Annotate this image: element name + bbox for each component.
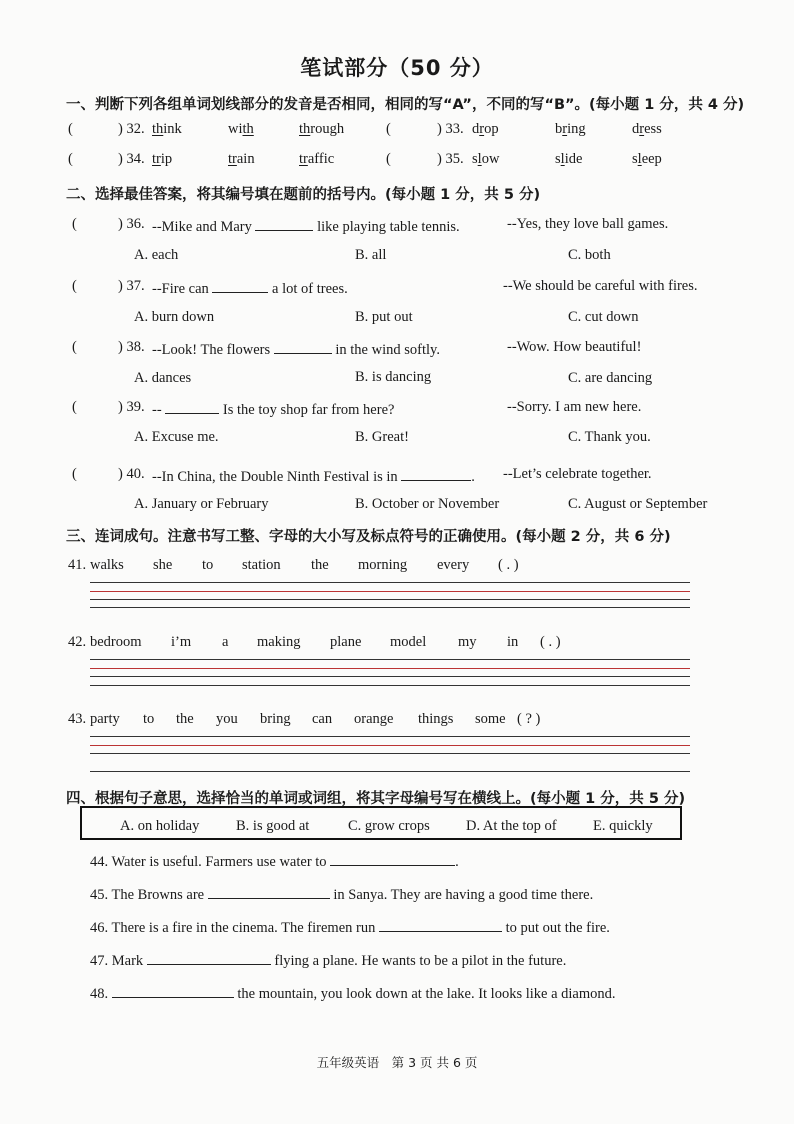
word-bring: bring — [555, 121, 586, 137]
question-38-stem: --Look! The flowers in the wind softly. — [152, 339, 440, 359]
writing-line[interactable] — [90, 753, 690, 754]
question-number-43: 43. — [68, 711, 87, 727]
option-39-b: B. Great! — [355, 429, 409, 445]
scramble-word: bedroom — [90, 634, 142, 650]
word-sleep: sleep — [632, 151, 662, 167]
question-number-42: 42. — [68, 634, 87, 650]
section-1-heading: 一、判断下列各组单词划线部分的发音是否相同，相同的写“A”，不同的写“B”。(每小题 1 分，共 4 分) — [66, 97, 745, 113]
writing-line[interactable] — [90, 607, 690, 608]
answer-bracket-35[interactable]: ( — [386, 151, 391, 167]
scramble-word: ( . ) — [498, 557, 519, 573]
option-38-b: B. is dancing — [355, 369, 432, 385]
scramble-word: walks — [90, 557, 124, 573]
scramble-word: ( . ) — [540, 634, 561, 650]
question-44: 44. Water is useful. Farmers use water to . — [90, 851, 459, 871]
word-train: train — [228, 151, 255, 167]
answer-bracket-36[interactable]: ( — [72, 216, 77, 232]
page-footer: 五年级英语 第 3 页 共 6 页 — [316, 1055, 478, 1070]
question-number-33: ) 33. — [437, 121, 464, 137]
scramble-word: the — [311, 557, 329, 573]
answer-bracket-33[interactable]: ( — [386, 121, 391, 137]
writing-line[interactable] — [90, 745, 690, 746]
question-36-stem: --Mike and Mary like playing table tennis. — [152, 216, 460, 236]
question-40-reply: --Let’s celebrate together. — [503, 466, 652, 482]
question-number-32: ) 32. — [118, 121, 145, 137]
scramble-word: party — [90, 711, 120, 727]
scramble-word: the — [176, 711, 194, 727]
scramble-word: you — [216, 711, 238, 727]
writing-line[interactable] — [90, 676, 690, 677]
scramble-word: every — [437, 557, 470, 573]
answer-blank-45[interactable] — [208, 884, 330, 899]
option-36-c: C. both — [568, 247, 611, 263]
option-39-c: C. Thank you. — [568, 429, 651, 445]
scramble-word: in — [507, 634, 519, 650]
question-39-stem: -- Is the toy shop far from here? — [152, 399, 394, 419]
writing-line[interactable] — [90, 591, 690, 592]
answer-bracket-32[interactable]: ( — [68, 121, 73, 137]
answer-bracket-34[interactable]: ( — [68, 151, 73, 167]
word-trip: trip — [152, 151, 173, 167]
answer-blank-37[interactable] — [212, 278, 268, 293]
word-drop: drop — [472, 121, 499, 137]
question-38-reply: --Wow. How beautiful! — [507, 339, 642, 355]
question-number-37: ) 37. — [118, 278, 145, 294]
word-think: think — [152, 121, 182, 137]
scramble-word: bring — [260, 711, 291, 727]
question-37-reply: --We should be careful with fires. — [503, 278, 698, 294]
answer-bracket-38[interactable]: ( — [72, 339, 77, 355]
word-slide: slide — [555, 151, 583, 167]
page-title: 笔试部分（50 分） — [300, 56, 494, 80]
word-bank-option-d: D. At the top of — [466, 818, 557, 834]
word-traffic: traffic — [299, 151, 335, 167]
scramble-word: things — [418, 711, 454, 727]
answer-bracket-39[interactable]: ( — [72, 399, 77, 415]
question-45: 45. The Browns are in Sanya. They are having a good time there. — [90, 884, 593, 904]
question-48: 48. the mountain, you look down at the lake. It looks like a diamond. — [90, 983, 616, 1003]
question-number-40: ) 40. — [118, 466, 145, 482]
answer-bracket-37[interactable]: ( — [72, 278, 77, 294]
writing-line[interactable] — [90, 668, 690, 669]
option-40-a: A. January or February — [134, 496, 269, 512]
writing-line[interactable] — [90, 736, 690, 737]
option-37-c: C. cut down — [568, 309, 639, 325]
word-bank-option-e: E. quickly — [593, 818, 653, 834]
option-40-b: B. October or November — [355, 496, 500, 512]
option-36-b: B. all — [355, 247, 387, 263]
word-dress: dress — [632, 121, 662, 137]
option-37-b: B. put out — [355, 309, 413, 325]
scramble-word: i’m — [171, 634, 192, 650]
scramble-word: she — [153, 557, 173, 573]
word-through: through — [299, 121, 345, 137]
question-number-36: ) 36. — [118, 216, 145, 232]
word-with: with — [228, 121, 254, 137]
writing-line[interactable] — [90, 771, 690, 772]
question-37-stem: --Fire can a lot of trees. — [152, 278, 348, 298]
question-number-41: 41. — [68, 557, 87, 573]
section-3-heading: 三、连词成句。注意书写工整、字母的大小写及标点符号的正确使用。(每小题 2 分，共 6 分) — [66, 529, 671, 545]
question-46: 46. There is a fire in the cinema. The firemen run to put out the fire. — [90, 917, 610, 937]
answer-blank-44[interactable] — [330, 851, 455, 866]
section-2-heading: 二、选择最佳答案，将其编号填在题前的括号内。(每小题 1 分，共 5 分) — [66, 187, 541, 203]
writing-line[interactable] — [90, 582, 690, 583]
question-47: 47. Mark flying a plane. He wants to be a pilot in the future. — [90, 950, 566, 970]
option-36-a: A. each — [134, 247, 179, 263]
scramble-word: my — [458, 634, 477, 650]
question-number-39: ) 39. — [118, 399, 145, 415]
scramble-word: making — [257, 634, 301, 650]
scramble-word: to — [202, 557, 214, 573]
answer-blank-48[interactable] — [112, 983, 234, 998]
answer-blank-36[interactable] — [255, 216, 313, 231]
scramble-word: orange — [354, 711, 394, 727]
option-40-c: C. August or September — [568, 496, 708, 512]
scramble-word: plane — [330, 634, 362, 650]
option-38-c: C. are dancing — [568, 370, 653, 386]
question-number-34: ) 34. — [118, 151, 145, 167]
question-36-reply: --Yes, they love ball games. — [507, 216, 669, 232]
scramble-word: can — [312, 711, 333, 727]
scramble-word: ( ? ) — [517, 711, 541, 727]
word-bank-option-a: A. on holiday — [120, 818, 200, 834]
scramble-word: to — [143, 711, 155, 727]
answer-bracket-40[interactable]: ( — [72, 466, 77, 482]
scramble-word: a — [222, 634, 229, 650]
answer-blank-40[interactable] — [401, 466, 471, 481]
answer-blank-46[interactable] — [379, 917, 502, 932]
question-40-stem: --In China, the Double Ninth Festival is in . — [152, 466, 475, 486]
writing-line[interactable] — [90, 599, 690, 600]
option-38-a: A. dances — [134, 370, 192, 386]
answer-blank-38[interactable] — [274, 339, 332, 354]
question-number-38: ) 38. — [118, 339, 145, 355]
option-37-a: A. burn down — [134, 309, 215, 325]
word-bank-option-b: B. is good at — [236, 818, 310, 834]
word-slow: slow — [472, 151, 500, 167]
option-39-a: A. Excuse me. — [134, 429, 219, 445]
scramble-word: station — [242, 557, 281, 573]
answer-blank-47[interactable] — [147, 950, 271, 965]
answer-blank-39[interactable] — [165, 399, 219, 414]
question-39-reply: --Sorry. I am new here. — [507, 399, 642, 415]
writing-line[interactable] — [90, 685, 690, 686]
scramble-word: model — [390, 634, 427, 650]
scramble-word: some — [475, 711, 506, 727]
scramble-word: morning — [358, 557, 408, 573]
question-number-35: ) 35. — [437, 151, 464, 167]
section-4-heading: 四、根据句子意思，选择恰当的单词或词组，将其字母编号写在横线上。(每小题 1 分，共 5 分) — [66, 791, 686, 807]
word-bank-option-c: C. grow crops — [348, 818, 430, 834]
writing-line[interactable] — [90, 659, 690, 660]
